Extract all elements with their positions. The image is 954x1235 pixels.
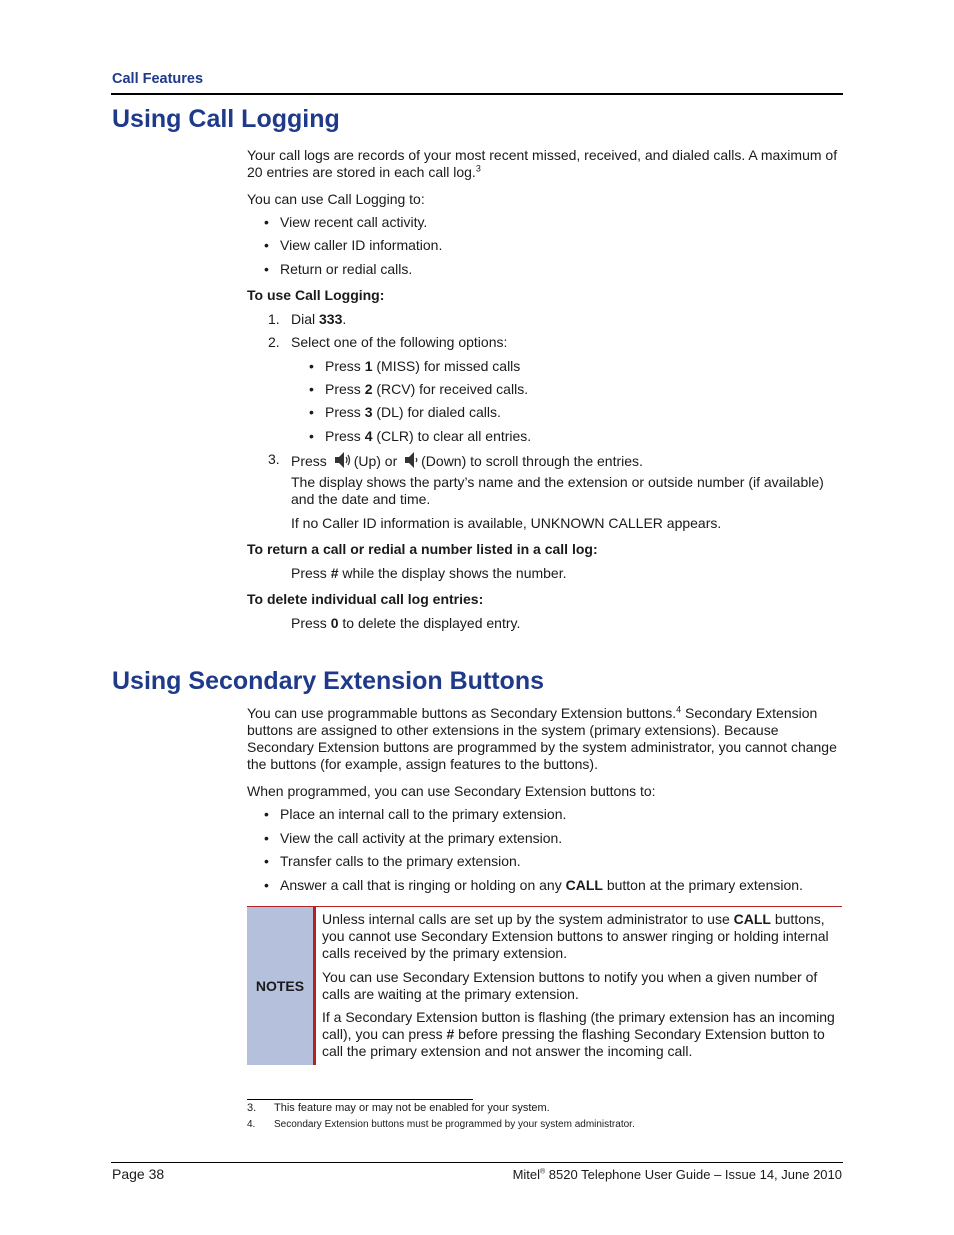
heading-secondary-extension: Using Secondary Extension Buttons [112, 667, 545, 695]
footnote-rule [247, 1099, 473, 1100]
secondary-extension-intro: You can use programmable buttons as Secondary Extension buttons.$^4$ Secondary Extension buttons are assigned to other extensions in the system (primary extensions). Because Secondary Extension buttons are programmed by the system administrator, you cannot change the buttons (for example, assign features to the buttons). [247, 704, 837, 772]
return-call-instruction: Press # while the display shows the number. [291, 565, 567, 581]
footnote-text: This feature may or may not be enabled for your system. [274, 1102, 550, 1114]
option-item: • Press 2 (RCV) for received calls. [309, 381, 529, 397]
notes-box [247, 906, 842, 1065]
note-3: If a Secondary Extension button is flashing (the primary extension has an incoming call), you can press # before pressing the flashing Secondary Extension button to call the primary extension and not answer the incoming call. [322, 1009, 835, 1059]
footnote-ref-4[interactable]: 4 [676, 704, 682, 715]
footer-rule [111, 1162, 843, 1163]
option-item: • Press 1 (MISS) for missed calls [309, 358, 521, 374]
procedure-heading: To delete individual call log entries: [247, 591, 484, 607]
footnote-text: Secondary Extension buttons must be programmed by your system administrator. [274, 1119, 635, 1130]
step-3-note: If no Caller ID information is available, UNKNOWN CALLER appears. [291, 515, 722, 531]
procedure-heading: To use Call Logging: [247, 287, 385, 303]
notes-label: NOTES [247, 907, 313, 1065]
footnote-number: 3. [247, 1102, 257, 1114]
section-label: Call Features [112, 71, 204, 87]
footnote-ref-3[interactable]: 3 [475, 163, 481, 174]
option-item: • Press 4 (CLR) to clear all entries. [309, 428, 532, 444]
call-logging-can-use: You can use Call Logging to: [247, 191, 425, 207]
procedure-heading: To return a call or redial a number listed in a call log: [247, 541, 598, 557]
step-1: Dial 333. [291, 311, 347, 327]
note-2: You can use Secondary Extension buttons to notify you when a given number of calls are waiting at the primary extension. [322, 969, 818, 1002]
step-number: 1. [268, 311, 280, 327]
step-3-detail: The display shows the party’s name and the extension or outside number (if available) and the date and time. [291, 474, 824, 507]
volume-down-icon [404, 451, 418, 473]
delete-entry-instruction: Press 0 to delete the displayed entry. [291, 615, 521, 631]
step-3: Press (Up) or (Down) to scroll through the entries. [291, 451, 643, 473]
list-item: • Place an internal call to the primary extension. [264, 806, 567, 822]
footnote-number: 4. [247, 1119, 256, 1130]
step-number: 2. [268, 334, 280, 350]
volume-up-icon [334, 451, 351, 473]
list-item: • Answer a call that is ringing or holding on any CALL button at the primary extension. [264, 877, 803, 893]
heading-call-logging: Using Call Logging [112, 105, 340, 133]
document-title: Mitel® 8520 Telephone User Guide – Issue 14, June 2010 [512, 1167, 842, 1182]
list-item: • View caller ID information. [264, 237, 443, 253]
header-rule [111, 93, 843, 95]
option-item: • Press 3 (DL) for dialed calls. [309, 404, 501, 420]
notes-divider [313, 907, 316, 1065]
list-item: • View the call activity at the primary extension. [264, 830, 563, 846]
secondary-extension-when: When programmed, you can use Secondary Extension buttons to: [247, 783, 656, 799]
step-number: 3. [268, 451, 280, 467]
page-number: Page 38 [112, 1166, 165, 1182]
list-item: • View recent call activity. [264, 214, 428, 230]
call-logging-intro: Your call logs are records of your most recent missed, received, and dialed calls. A maximum of 20 entries are stored in each call log.$^3$ [247, 147, 838, 180]
list-item: • Transfer calls to the primary extension. [264, 853, 521, 869]
note-1: Unless internal calls are set up by the system administrator to use CALL buttons, you cannot use Secondary Extension buttons to answer ringing or holding internal calls received by the primary extension. [322, 911, 829, 961]
step-2: Select one of the following options: [291, 334, 508, 350]
list-item: • Return or redial calls. [264, 261, 413, 277]
